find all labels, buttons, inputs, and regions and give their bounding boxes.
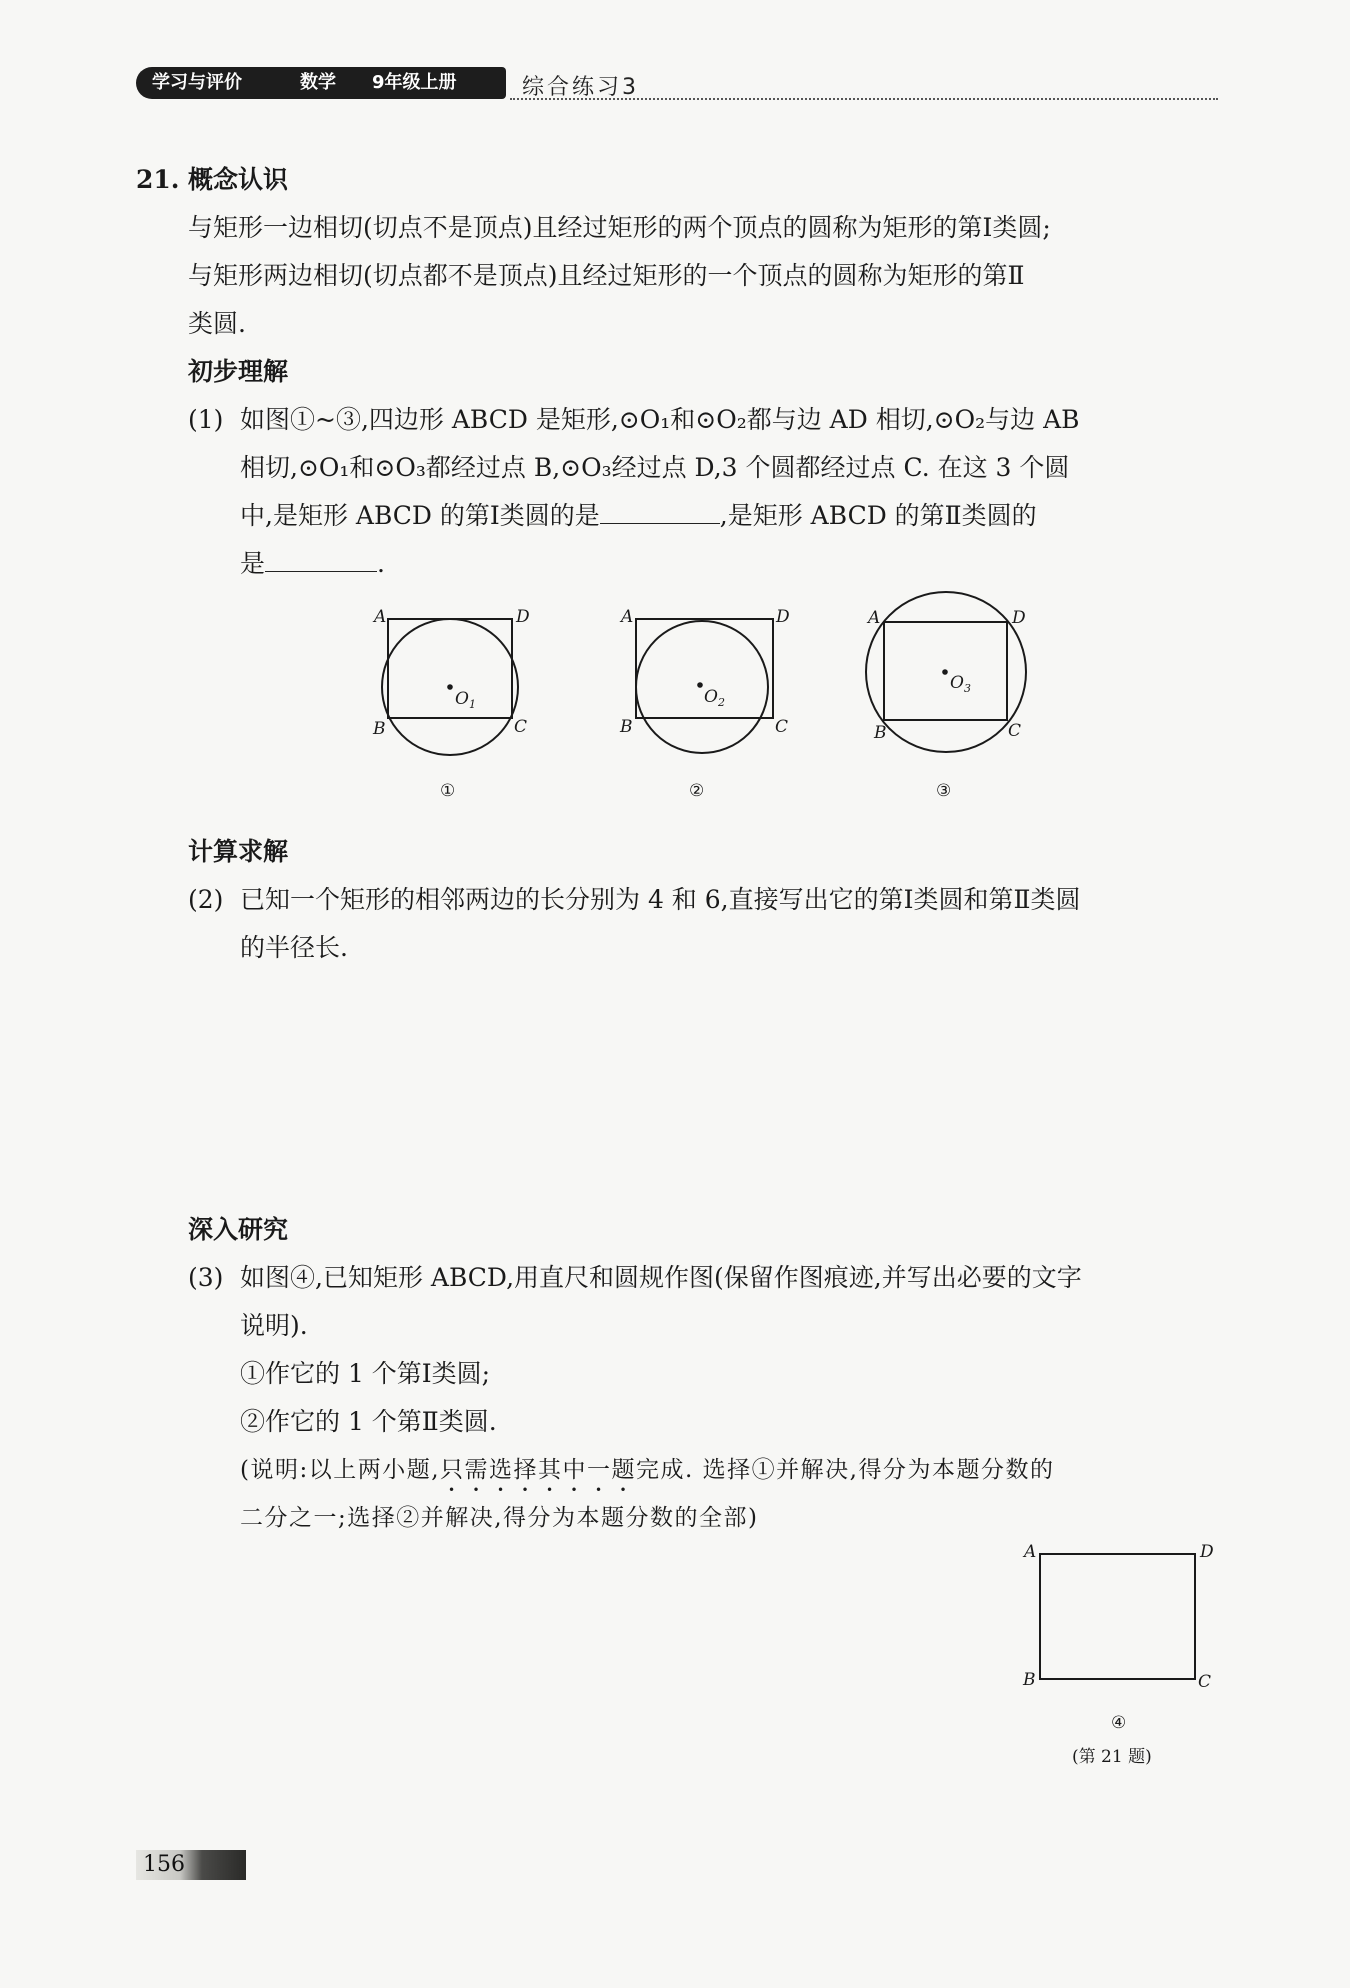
center-dot-o3 (942, 669, 948, 675)
part2-answer-area[interactable] (188, 980, 1218, 1200)
figure-4 (1020, 1535, 1220, 1775)
header-section-title: 综合练习3 (522, 75, 639, 100)
part2-label: (2) (188, 885, 224, 914)
definition-line-2: 与矩形两边相切(切点都不是顶点)且经过矩形的一个顶点的圆称为矩形的第Ⅱ (188, 261, 1025, 290)
label-a: A (621, 607, 634, 627)
label-c: C (775, 717, 789, 737)
part1-line-3-a: 中,是矩形 ABCD 的第Ⅰ类圆的是 (240, 501, 600, 530)
label-b: B (373, 719, 386, 739)
part1-line-2: 相切,⊙O₁和⊙O₃都经过点 B,⊙O₃经过点 D,3 个圆都经过点 C. 在这 3 个圆 (240, 453, 1070, 482)
label-d: D (1200, 1542, 1214, 1562)
figure-1 (370, 600, 540, 810)
caption-1: ① (440, 781, 456, 801)
label-d: D (516, 607, 530, 627)
part3-label: (3) (188, 1263, 224, 1292)
part1-line-4-a: 是 (240, 549, 266, 578)
answer-blank-type1[interactable] (600, 493, 720, 524)
answer-blank-type2[interactable] (265, 541, 377, 572)
part1-line-4-b: . (377, 549, 385, 578)
problem-caption: (第 21 题) (1072, 1747, 1152, 1767)
part1-heading: 初步理解 (188, 357, 289, 386)
definition-line-3: 类圆. (188, 309, 246, 338)
label-b: B (1023, 1670, 1036, 1690)
label-o3: $O_3$ (950, 673, 971, 695)
label-a: A (1024, 1542, 1037, 1562)
figure-3 (862, 590, 1042, 810)
label-o1: $O_1$ (455, 689, 476, 711)
part1-line-3 (240, 492, 1037, 540)
part1-line-1: 如图①~③,四边形 ABCD 是矩形,⊙O₁和⊙O₂都与边 AD 相切,⊙O₂与边 AB (240, 405, 1080, 434)
header-series: 学习与评价 (152, 72, 242, 93)
part3-sub-2: ②作它的 1 个第Ⅱ类圆. (240, 1407, 497, 1436)
label-d: D (1012, 608, 1026, 628)
header-grade: 9年级上册 (372, 72, 457, 93)
note-pre: (说明:以上两小题, (240, 1457, 441, 1483)
caption-2: ② (689, 781, 705, 801)
part3-line-1: 如图④,已知矩形 ABCD,用直尺和圆规作图(保留作图痕迹,并写出必要的文字 (240, 1263, 1082, 1292)
label-a: A (374, 607, 387, 627)
header-subject: 数学 (300, 72, 336, 93)
part1-label: (1) (188, 405, 224, 434)
part3-note-line-2: 二分之一;选择②并解决,得分为本题分数的全部) (240, 1505, 759, 1531)
part3-note-line-1 (240, 1446, 1054, 1497)
page-number: 156 (143, 1852, 185, 1877)
circle-o2 (636, 621, 768, 753)
figure-2 (618, 600, 788, 810)
center-dot-o1 (447, 684, 453, 690)
center-dot-o2 (697, 682, 703, 688)
label-o2: $O_2$ (704, 687, 725, 709)
label-c: C (1198, 1672, 1212, 1692)
definition-line-1: 与矩形一边相切(切点不是顶点)且经过矩形的两个顶点的圆称为矩形的第Ⅰ类圆; (188, 213, 1051, 242)
label-a: A (868, 608, 881, 628)
problem-number: 21. (136, 165, 180, 194)
part2-line-1: 已知一个矩形的相邻两边的长分别为 4 和 6,直接写出它的第Ⅰ类圆和第Ⅱ类圆 (240, 885, 1081, 914)
problem-title: 概念认识 (188, 165, 289, 194)
label-b: B (620, 717, 633, 737)
rectangle-abcd (1040, 1554, 1195, 1679)
note-emphasis: 只需选择其中一题 (440, 1457, 637, 1483)
caption-4: ④ (1111, 1713, 1127, 1733)
label-c: C (514, 717, 528, 737)
part3-line-2: 说明). (240, 1311, 308, 1340)
caption-3: ③ (936, 781, 952, 801)
label-d: D (776, 607, 790, 627)
part1-line-4 (240, 540, 385, 588)
part2-heading: 计算求解 (188, 837, 289, 866)
label-b: B (874, 723, 887, 743)
label-c: C (1008, 721, 1022, 741)
part2-line-2: 的半径长. (240, 933, 348, 962)
note-post: 完成. 选择①并解决,得分为本题分数的 (636, 1457, 1055, 1483)
part1-line-3-b: ,是矩形 ABCD 的第Ⅱ类圆的 (719, 501, 1037, 530)
header-band (136, 67, 506, 99)
part3-sub-1: ①作它的 1 个第Ⅰ类圆; (240, 1359, 491, 1388)
part3-heading: 深入研究 (188, 1215, 289, 1244)
header-dotted-rule (510, 98, 1218, 100)
